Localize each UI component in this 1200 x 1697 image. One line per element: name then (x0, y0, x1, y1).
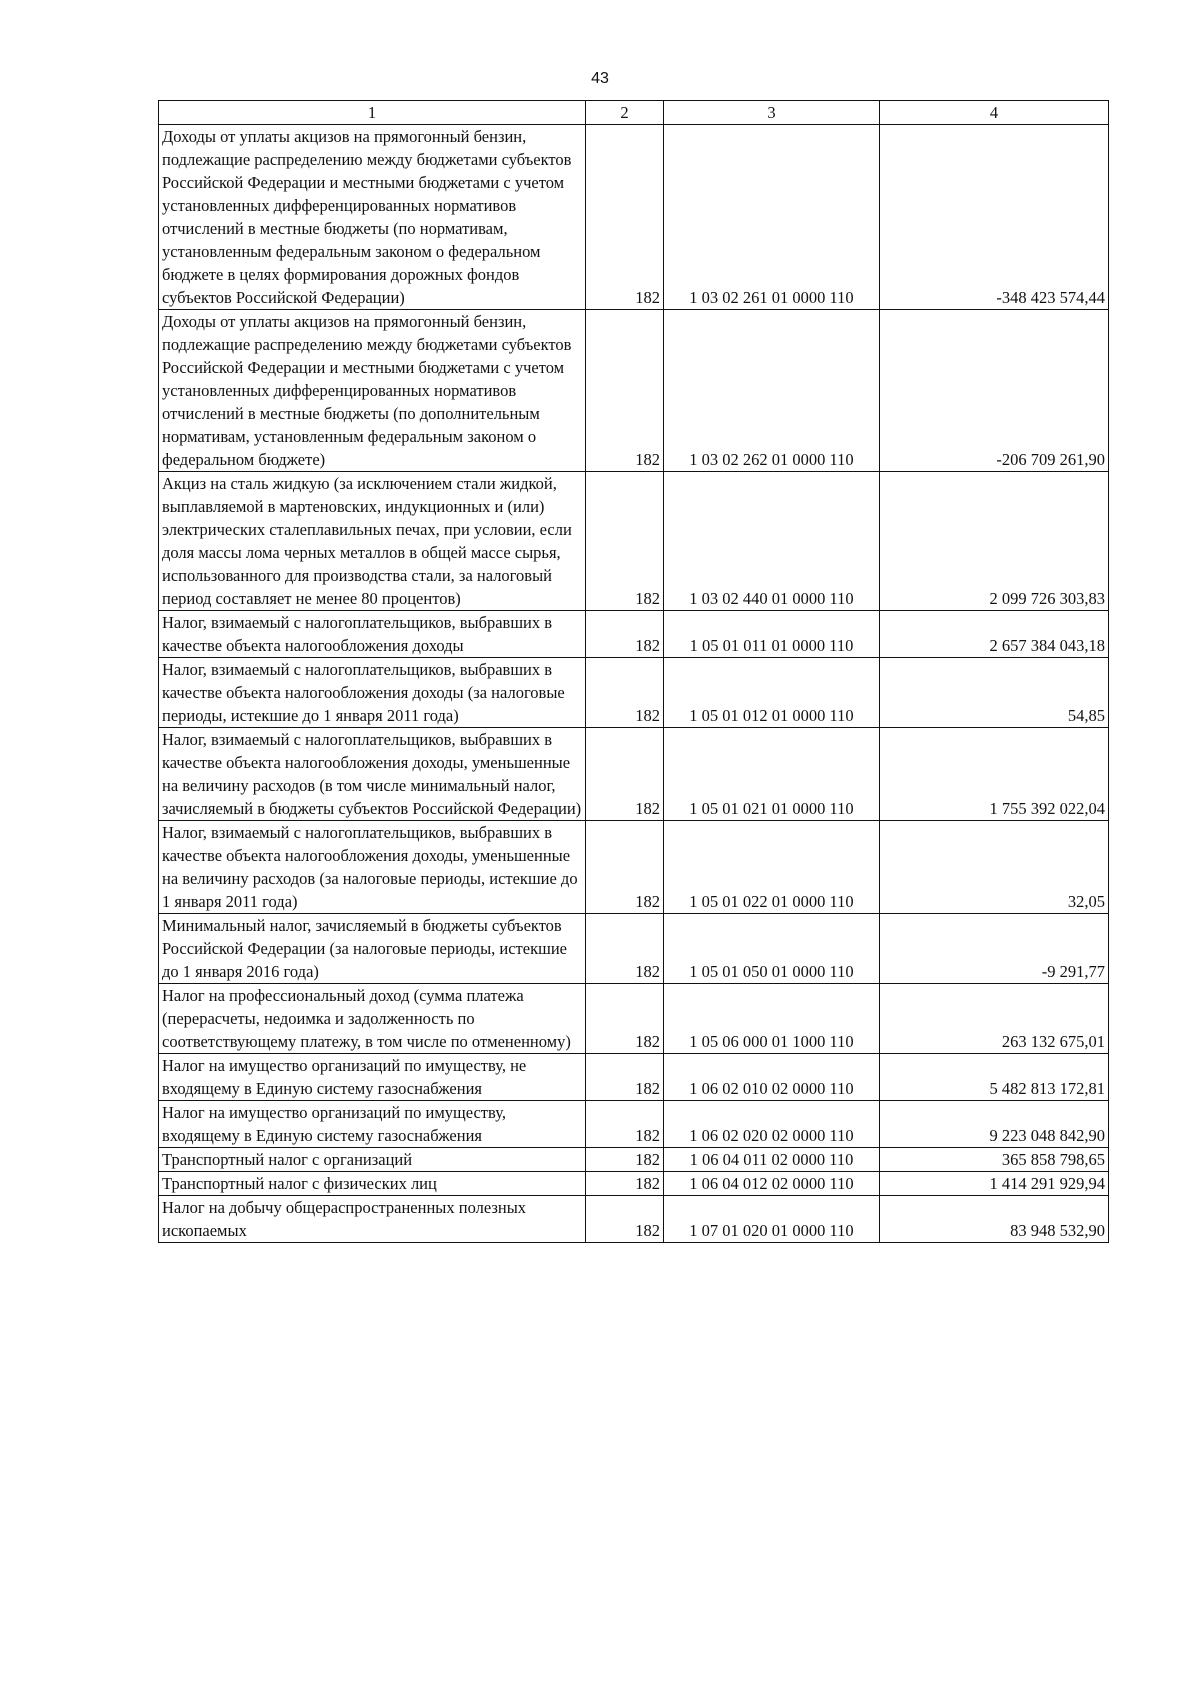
table-row (159, 728, 1109, 821)
amount-cell: -348 423 574,44 (880, 125, 1109, 310)
table-row (159, 472, 1109, 611)
table-row (159, 611, 1109, 658)
revenue-name-cell: Налог, взимаемый с налогоплательщиков, выбравших в качестве объекта налогообложения доходы (159, 611, 586, 658)
table-header-row (159, 101, 1109, 125)
table-row (159, 821, 1109, 914)
revenue-name-cell: Налог на профессиональный доход (сумма платежа (перерасчеты, недоимка и задолженность по соответствующему платежу, в том числе по отмененному) (159, 984, 586, 1054)
budget-classification-code-cell: 1 05 01 012 01 0000 110 (664, 658, 880, 728)
administrator-code-cell: 182 (586, 310, 664, 472)
table-row (159, 914, 1109, 984)
administrator-code-cell: 182 (586, 658, 664, 728)
table-row (159, 658, 1109, 728)
administrator-code-cell: 182 (586, 1196, 664, 1243)
administrator-code-cell: 182 (586, 1172, 664, 1196)
revenue-name-cell: Минимальный налог, зачисляемый в бюджеты субъектов Российской Федерации (за налоговые периоды, истекшие до 1 января 2016 года) (159, 914, 586, 984)
revenue-name-cell: Налог, взимаемый с налогоплательщиков, выбравших в качестве объекта налогообложения доходы (за налоговые периоды, истекшие до 1 января 2011 года) (159, 658, 586, 728)
table-row (159, 1172, 1109, 1196)
administrator-code-cell: 182 (586, 1101, 664, 1148)
table-row (159, 125, 1109, 310)
table-row (159, 1148, 1109, 1172)
table-row (159, 1196, 1109, 1243)
revenue-name-cell: Доходы от уплаты акцизов на прямогонный бензин, подлежащие распределению между бюджетами субъектов Российской Федерации и местными бюджетами с учетом установленных дифференцированных нормативов отчислений в местные бюджеты (по дополнительным нормативам, установленным федеральным законом о федеральном бюджете) (159, 310, 586, 472)
budget-classification-code-cell: 1 05 01 022 01 0000 110 (664, 821, 880, 914)
revenue-name-cell: Налог на имущество организаций по имуществу, входящему в Единую систему газоснабжения (159, 1101, 586, 1148)
revenue-name-cell: Налог на добычу общераспространенных полезных ископаемых (159, 1196, 586, 1243)
amount-cell: 2 099 726 303,83 (880, 472, 1109, 611)
amount-cell: -9 291,77 (880, 914, 1109, 984)
table-row (159, 1101, 1109, 1148)
administrator-code-cell: 182 (586, 728, 664, 821)
column-header-1: 1 (159, 101, 586, 125)
administrator-code-cell: 182 (586, 125, 664, 310)
table-row (159, 984, 1109, 1054)
administrator-code-cell: 182 (586, 821, 664, 914)
amount-cell: 1 414 291 929,94 (880, 1172, 1109, 1196)
revenue-name-cell: Транспортный налог с физических лиц (159, 1172, 586, 1196)
budget-classification-code-cell: 1 05 01 021 01 0000 110 (664, 728, 880, 821)
revenue-name-cell: Доходы от уплаты акцизов на прямогонный бензин, подлежащие распределению между бюджетами субъектов Российской Федерации и местными бюджетами с учетом установленных дифференцированных нормативов отчислений в местные бюджеты (по нормативам, установленным федеральным законом о федеральном бюджете в целях формирования дорожных фондов субъектов Российской Федерации) (159, 125, 586, 310)
revenue-name-cell: Налог, взимаемый с налогоплательщиков, выбравших в качестве объекта налогообложения доходы, уменьшенные на величину расходов (в том числе минимальный налог, зачисляемый в бюджеты субъектов Российской Федерации) (159, 728, 586, 821)
budget-classification-code-cell: 1 03 02 261 01 0000 110 (664, 125, 880, 310)
revenue-name-cell: Налог на имущество организаций по имуществу, не входящему в Единую систему газоснабжения (159, 1054, 586, 1101)
budget-classification-code-cell: 1 03 02 440 01 0000 110 (664, 472, 880, 611)
page-number: 43 (591, 70, 609, 87)
column-header-2: 2 (586, 101, 664, 125)
amount-cell: 263 132 675,01 (880, 984, 1109, 1054)
amount-cell: 54,85 (880, 658, 1109, 728)
administrator-code-cell: 182 (586, 1054, 664, 1101)
budget-classification-code-cell: 1 05 01 011 01 0000 110 (664, 611, 880, 658)
amount-cell: 365 858 798,65 (880, 1148, 1109, 1172)
revenue-name-cell: Налог, взимаемый с налогоплательщиков, выбравших в качестве объекта налогообложения доходы, уменьшенные на величину расходов (за налоговые периоды, истекшие до 1 января 2011 года) (159, 821, 586, 914)
budget-classification-code-cell: 1 06 02 020 02 0000 110 (664, 1101, 880, 1148)
administrator-code-cell: 182 (586, 984, 664, 1054)
table-row (159, 310, 1109, 472)
administrator-code-cell: 182 (586, 472, 664, 611)
revenue-name-cell: Акциз на сталь жидкую (за исключением стали жидкой, выплавляемой в мартеновских, индукционных и (или) электрических сталеплавильных печах, при условии, если доля массы лома черных металлов в общей массе сырья, использованного для производства стали, за налоговый период составляет не менее 80 процентов) (159, 472, 586, 611)
budget-classification-code-cell: 1 03 02 262 01 0000 110 (664, 310, 880, 472)
column-header-3: 3 (664, 101, 880, 125)
budget-classification-code-cell: 1 05 06 000 01 1000 110 (664, 984, 880, 1054)
budget-classification-code-cell: 1 06 04 012 02 0000 110 (664, 1172, 880, 1196)
administrator-code-cell: 182 (586, 1148, 664, 1172)
administrator-code-cell: 182 (586, 914, 664, 984)
budget-classification-code-cell: 1 06 02 010 02 0000 110 (664, 1054, 880, 1101)
amount-cell: 83 948 532,90 (880, 1196, 1109, 1243)
amount-cell: -206 709 261,90 (880, 310, 1109, 472)
amount-cell: 1 755 392 022,04 (880, 728, 1109, 821)
budget-classification-code-cell: 1 06 04 011 02 0000 110 (664, 1148, 880, 1172)
amount-cell: 5 482 813 172,81 (880, 1054, 1109, 1101)
amount-cell: 32,05 (880, 821, 1109, 914)
administrator-code-cell: 182 (586, 611, 664, 658)
budget-classification-code-cell: 1 05 01 050 01 0000 110 (664, 914, 880, 984)
revenue-name-cell: Транспортный налог с организаций (159, 1148, 586, 1172)
budget-classification-code-cell: 1 07 01 020 01 0000 110 (664, 1196, 880, 1243)
amount-cell: 2 657 384 043,18 (880, 611, 1109, 658)
budget-revenue-table (158, 100, 1109, 1243)
amount-cell: 9 223 048 842,90 (880, 1101, 1109, 1148)
column-header-4: 4 (880, 101, 1109, 125)
table-row (159, 1054, 1109, 1101)
